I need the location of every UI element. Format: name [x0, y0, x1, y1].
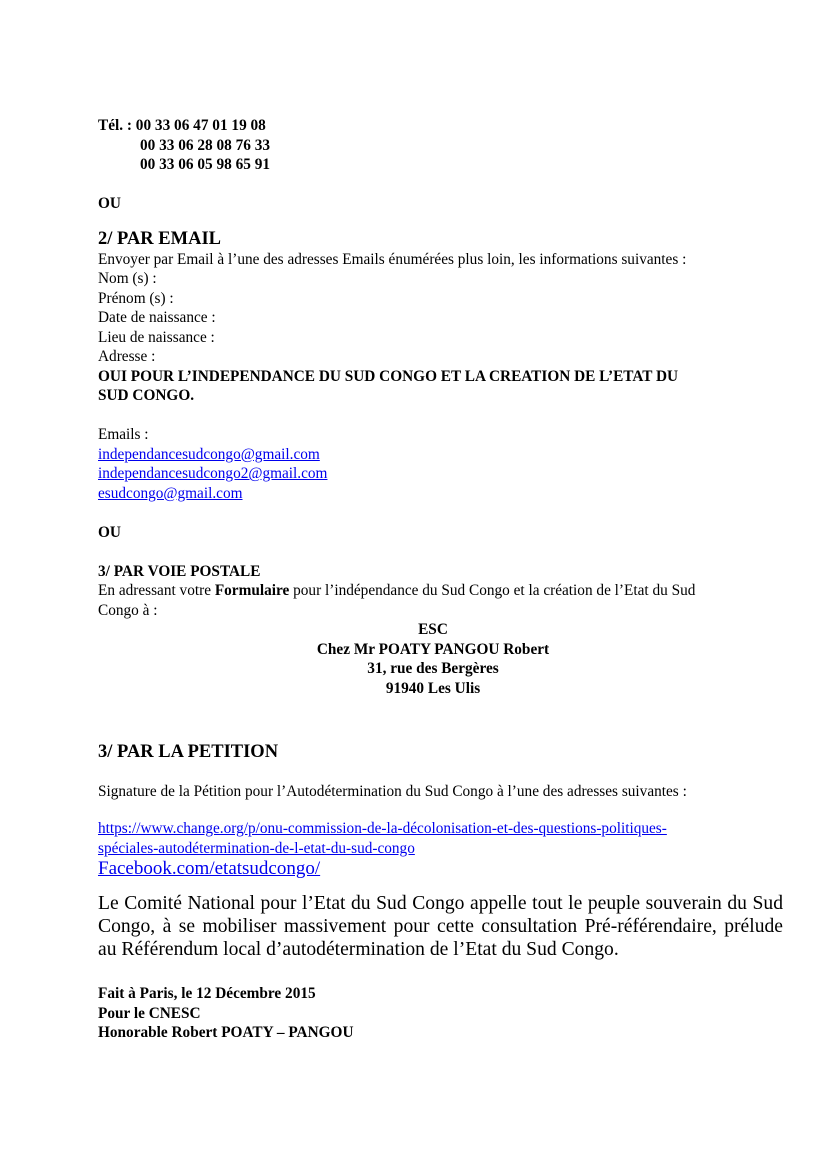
signature-place-date: Fait à Paris, le 12 Décembre 2015 [98, 985, 316, 1002]
or-separator-2: OU [98, 523, 121, 541]
address-line-4: 91940 Les Ulis [385, 679, 481, 697]
phone-line-2: 00 33 06 28 08 76 33 [140, 136, 271, 154]
phone-line-1: Tél. : 00 33 06 47 01 19 08 [98, 117, 266, 134]
postal-intro-line-2: Congo à : [98, 601, 158, 619]
petition-section-title: 3/ PAR LA PETITION [98, 741, 279, 762]
phone-line-3: 00 33 06 05 98 65 91 [140, 156, 271, 173]
postal-intro [98, 581, 748, 601]
postal-section-title: 3/ PAR VOIE POSTALE [98, 562, 261, 580]
postal-intro-bold: Formulaire [214, 582, 290, 599]
email-link-3[interactable]: esudcongo@gmail.com [98, 484, 243, 502]
document-page [98, 116, 783, 1043]
field-prenom: Prénom (s) : [98, 289, 174, 307]
appeal-paragraph: Le Comité National pour l’Etat du Sud Congo appelle tout le peuple souverain du Sud Congo, à se mobiliser massivement pour cette consultation Pré-référendaire, prélude au Référendum local d’autodétermination de l’Etat du Sud Congo. [98, 893, 783, 960]
petition-intro: Signature de la Pétition pour l’Autodétermination du Sud Congo à l’une des adresses suivantes : [98, 782, 687, 800]
address-line-1: ESC [418, 621, 448, 638]
signature-for: Pour le CNESC [98, 1004, 201, 1022]
postal-intro-text: En adressant votre [98, 582, 215, 599]
address-line-2: Chez Mr POATY PANGOU Robert [316, 640, 550, 658]
petition-link-cont[interactable] [98, 839, 748, 859]
field-nom: Nom (s) : [98, 270, 157, 287]
email-link-2[interactable]: independancesudcongo2@gmail.com [98, 465, 328, 482]
email-section-title: 2/ PAR EMAIL [98, 228, 221, 249]
facebook-link[interactable]: Facebook.com/etatsudcongo/ [98, 858, 321, 879]
or-separator-1: OU [98, 195, 121, 212]
statement-line-2: SUD CONGO. [98, 387, 195, 404]
field-adresse: Adresse : [98, 348, 156, 365]
email-intro: Envoyer par Email à l’une des adresses Emails énumérées plus loin, les informations suivantes : [98, 250, 687, 268]
email-link-1[interactable]: independancesudcongo@gmail.com [98, 445, 320, 463]
field-lieu-naissance: Lieu de naissance : [98, 328, 215, 346]
statement-line-1: OUI POUR L’INDEPENDANCE DU SUD CONGO ET LA CREATION DE L’ETAT DU [98, 367, 679, 385]
field-date-naissance: Date de naissance : [98, 309, 216, 326]
postal-intro-rest: pour l’indépendance du Sud Congo et la création de l’Etat du Sud [289, 582, 696, 599]
address-line-3: 31, rue des Bergères [367, 660, 499, 677]
petition-link-line-1[interactable]: https://www.change.org/p/onu-commission-de-la-décolonisation-et-des-questions-politiques- [98, 820, 667, 837]
signature-name: Honorable Robert POATY – PANGOU [98, 1024, 354, 1041]
emails-label: Emails : [98, 426, 149, 443]
petition-link-line-2[interactable]: spéciales-autodétermination-de-l-etat-du-sud-congo [98, 839, 415, 857]
petition-link[interactable] [98, 819, 748, 839]
